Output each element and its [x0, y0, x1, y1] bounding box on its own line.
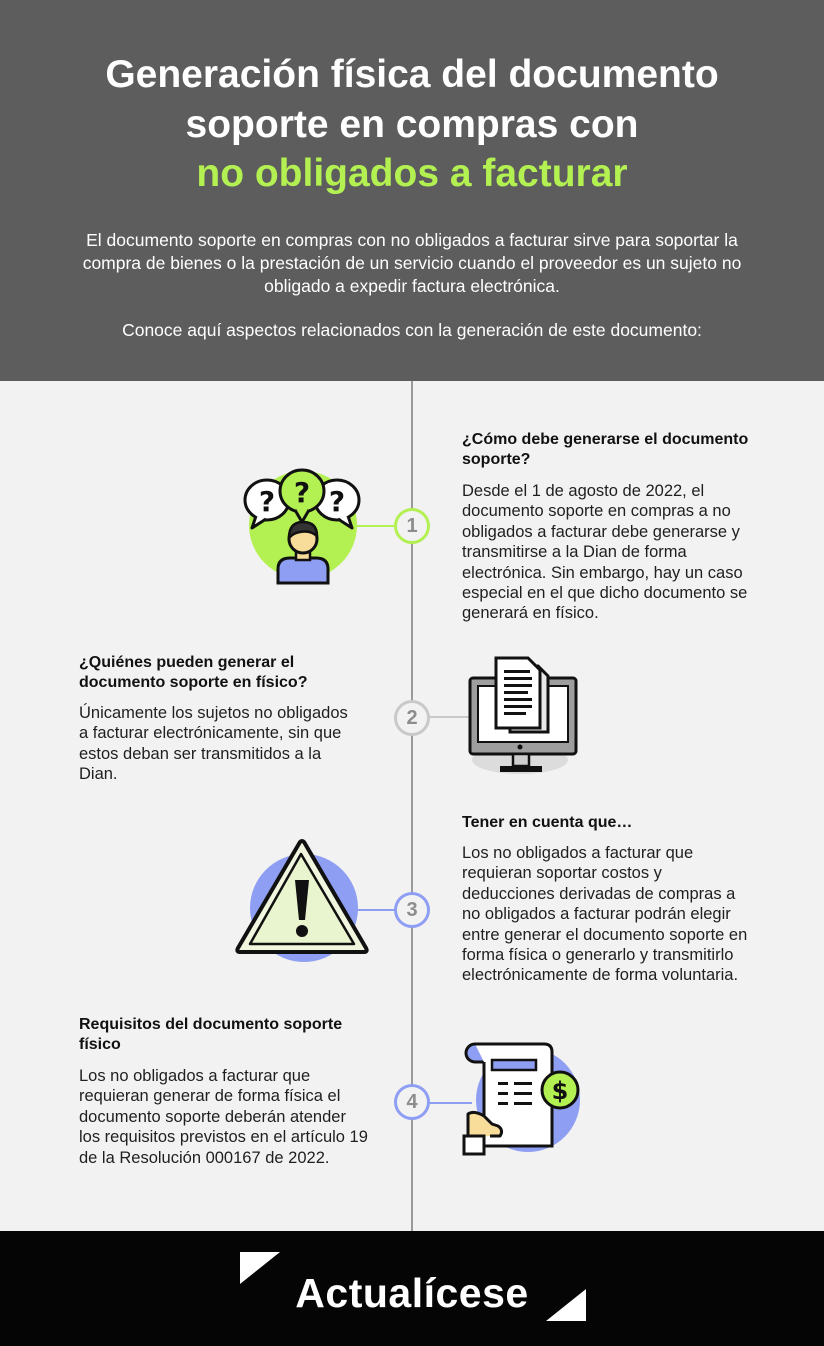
- svg-text:?: ?: [293, 476, 311, 509]
- intro-paragraph: El documento soporte en compras con no obligados a facturar sirve para soportar la compra de bienes o la prestación de un servicio cuando el proveedor es un sujeto no obligado a expedir factura electrónica.: [82, 230, 742, 296]
- page-title-highlight: no obligados a facturar: [196, 152, 628, 195]
- section-4-title: Requisitos del documento soporte físico: [79, 1016, 343, 1053]
- page-title-line2: soporte en compras con: [185, 103, 639, 146]
- connector-1: [356, 525, 396, 527]
- step-badge-1: 1: [394, 508, 430, 544]
- intro-callout: Conoce aquí aspectos relacionados con la generación de este documento:: [122, 320, 702, 340]
- section-2-title: ¿Quiénes pueden generar el documento soporte en físico?: [79, 654, 308, 691]
- section-4-body: Los no obligados a facturar que requieran generar de forma física el documento soporte deberán atender los requisitos previstos en el artículo 19 de la Resolución 000167 de 2022.: [79, 1067, 368, 1167]
- section-2-body: Únicamente los sujetos no obligados a facturar electrónicamente, sin que estos deban ser transmitidos a la Dian.: [79, 704, 348, 784]
- section-3-title: Tener en cuenta que…: [462, 814, 633, 831]
- section-1-body: Desde el 1 de agosto de 2022, el documento soporte en compras a no obligados a facturar debe generarse y transmitirse a la Dian de forma electrónica. Sin embargo, hay un caso especial en el que dicho documento se generará en físico.: [462, 482, 748, 623]
- computer-document-icon: [466, 656, 582, 778]
- section-1-title: ¿Cómo debe generarse el documento soporte?: [462, 431, 749, 468]
- page-title-line1: Generación física del documento: [105, 53, 719, 96]
- warning-icon: [232, 838, 372, 964]
- step-badge-2: 2: [394, 700, 430, 736]
- brand-logo-text[interactable]: Actualícese: [295, 1270, 529, 1316]
- step-badge-4: 4: [394, 1084, 430, 1120]
- section-3-body: Los no obligados a facturar que requieran soportar costos y deducciones derivadas de compras a no obligados a facturar podrán elegir entre generar el documento soporte en forma física o generarlo y transmitirlo electrónicamente de forma voluntaria.: [462, 844, 748, 985]
- invoice-payment-icon: [462, 1040, 584, 1158]
- svg-text:$: $: [551, 1077, 569, 1105]
- person-questions-icon: [240, 466, 362, 586]
- svg-text:?: ?: [258, 485, 276, 518]
- header-banner: [0, 0, 824, 381]
- step-badge-3: 3: [394, 892, 430, 928]
- svg-text:?: ?: [328, 485, 346, 518]
